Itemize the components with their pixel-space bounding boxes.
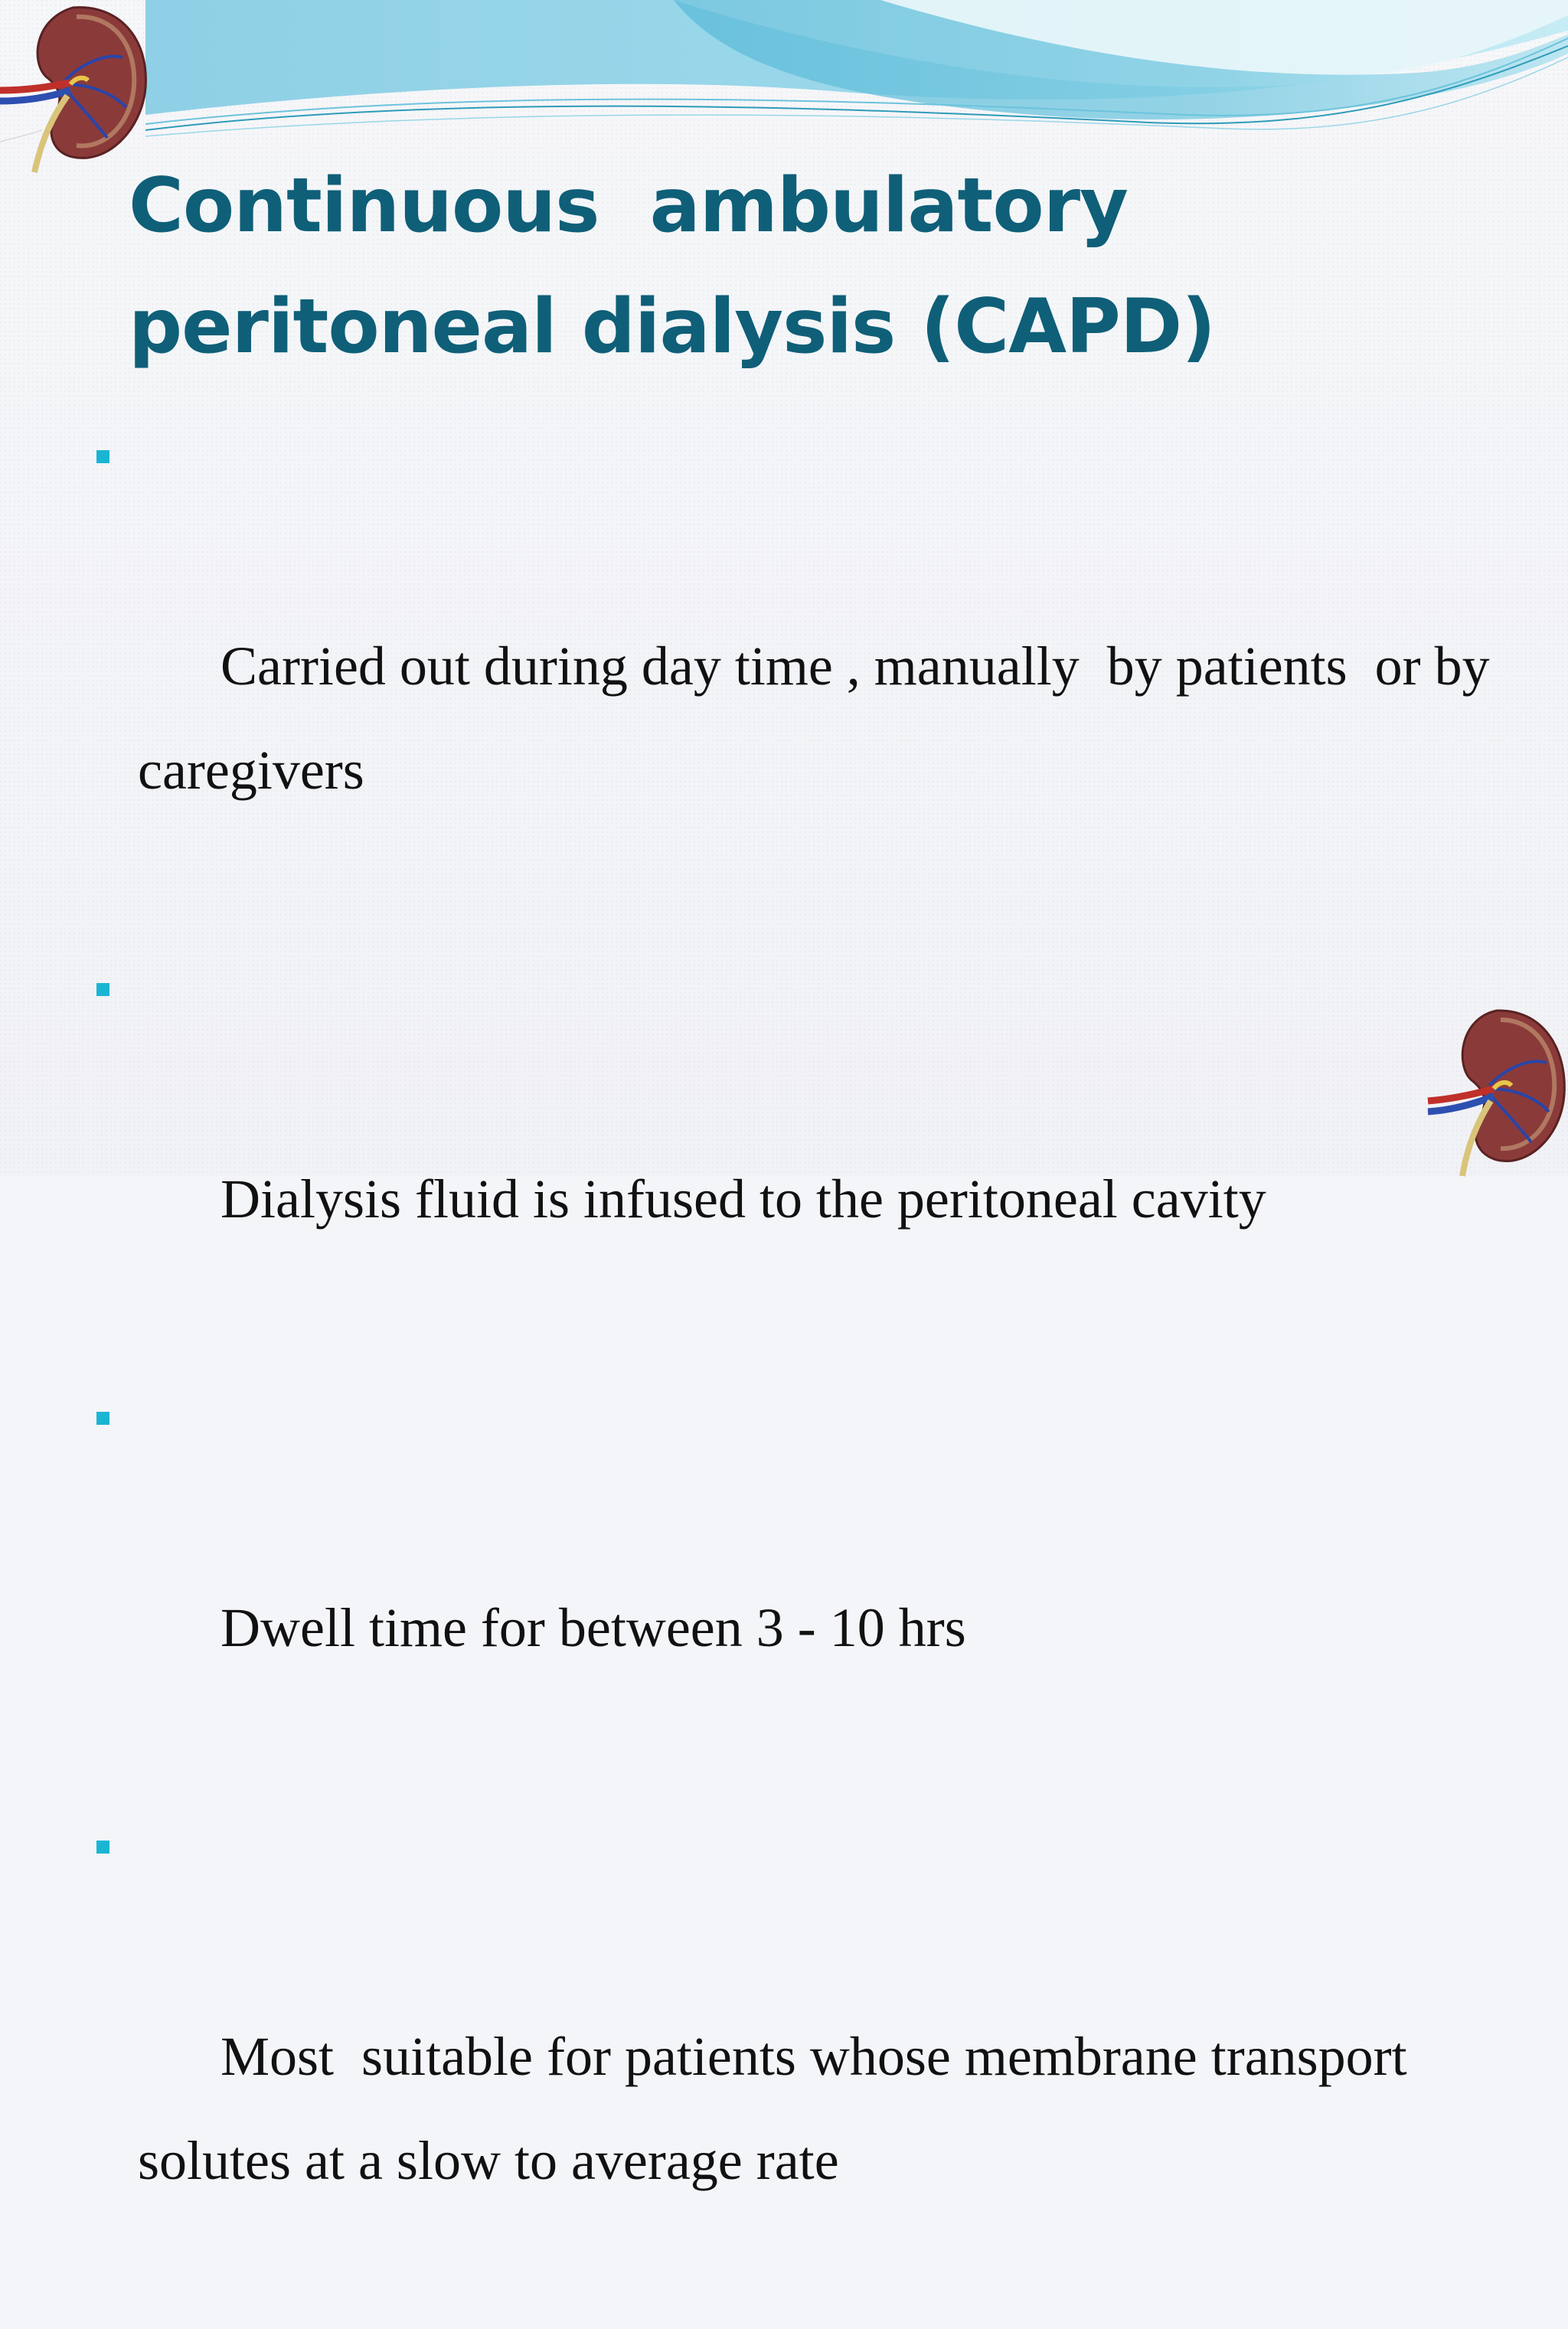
- bullet-item: [92, 1796, 1501, 2317]
- bullet-list: [92, 406, 1504, 2329]
- square-bullet-icon: [96, 1412, 109, 1425]
- bullet-item: [92, 1367, 1501, 1784]
- slide-title: Continuous ambulatory peritoneal dialysis (CAPD): [129, 162, 1216, 371]
- square-bullet-icon: [96, 983, 109, 996]
- bullet-text: Most suitable for patients whose membrane transport solutes at a slow to average rate: [138, 2026, 1421, 2191]
- square-bullet-icon: [96, 1841, 109, 1854]
- bullet-text: Dialysis fluid is infused to the peritoneal cavity: [220, 1168, 1266, 1230]
- bullet-item: [92, 939, 1501, 1355]
- wave-banner: [0, 0, 1568, 168]
- bullet-text: Carried out during day time , manually by patients or by caregivers: [138, 635, 1504, 801]
- square-bullet-icon: [96, 450, 109, 463]
- bullet-text: Dwell time for between 3 - 10 hrs: [220, 1597, 966, 1658]
- bullet-item: [92, 406, 1504, 926]
